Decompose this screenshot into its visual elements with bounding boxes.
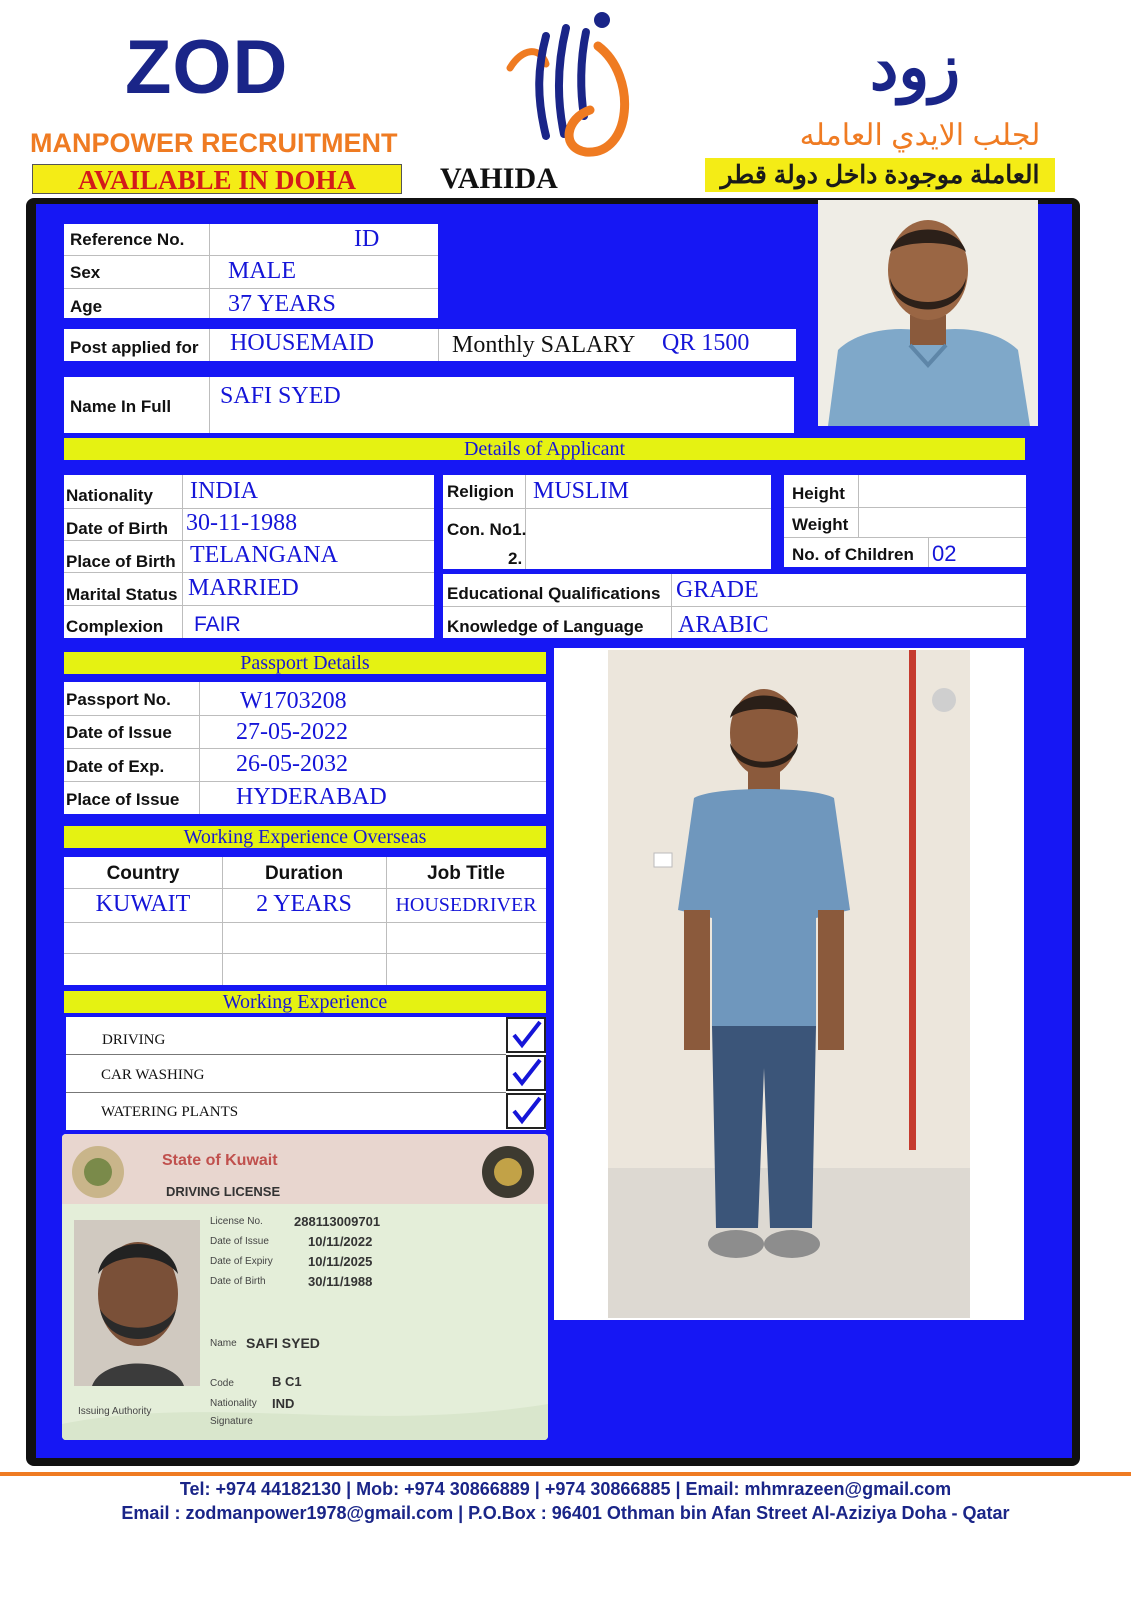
- arabic-subtitle: لجلب الايدي العامله: [799, 119, 1041, 152]
- language-label: Knowledge of Language: [447, 617, 644, 636]
- driving-license-image: [62, 1134, 548, 1440]
- weight-label: Weight: [792, 515, 849, 534]
- passport-issue-label: Date of Issue: [66, 723, 172, 742]
- license-name: SAFI SYED: [246, 1335, 320, 1351]
- license-birth-date: 30/11/1988: [308, 1274, 373, 1289]
- passport-exp-label: Date of Exp.: [66, 757, 165, 776]
- overseas-header-country: Country: [106, 863, 180, 884]
- reference-label: Reference No.: [70, 230, 185, 249]
- age-label: Age: [70, 297, 103, 316]
- children-label: No. of Children: [792, 545, 914, 564]
- experience-item: DRIVING: [102, 1032, 166, 1048]
- children-value: 02: [932, 541, 957, 566]
- license-expiry-date: 10/11/2025: [308, 1254, 373, 1269]
- overseas-duration-value: 2 YEARS: [256, 891, 352, 917]
- license-issue-date: 10/11/2022: [308, 1234, 373, 1249]
- footer-divider: [0, 1472, 1131, 1476]
- pob-value: TELANGANA: [190, 542, 338, 568]
- check-icon: [506, 1055, 546, 1091]
- complexion-value: FAIR: [194, 613, 241, 636]
- dob-value: 30-11-1988: [186, 510, 298, 536]
- overseas-country-value: KUWAIT: [95, 891, 191, 917]
- license-issue-label: Date of Issue: [210, 1236, 269, 1247]
- education-label: Educational Qualifications: [447, 584, 661, 603]
- arabic-availability: العاملة موجودة داخل دولة قطر: [705, 158, 1055, 192]
- overseas-header-job: Job Title: [427, 863, 505, 884]
- complexion-label: Complexion: [66, 617, 164, 636]
- applicant-portrait: [818, 200, 1038, 426]
- license-signature-label: Signature: [210, 1416, 253, 1427]
- height-label: Height: [792, 484, 845, 503]
- age-value: 37 YEARS: [228, 291, 336, 317]
- brand-name: ZOD: [125, 25, 289, 110]
- vahida-logo-icon: [500, 6, 640, 166]
- sex-value: MALE: [228, 258, 296, 284]
- footer-address: Email : zodmanpower1978@gmail.com | P.O.Box : 96401 Othman bin Afan Street Al-Aziziya Doha - Qatar: [121, 1503, 1010, 1523]
- applicant-full-photo: [554, 648, 1024, 1320]
- license-no-label: License No.: [210, 1216, 263, 1227]
- reference-value: ID: [354, 226, 380, 252]
- pob-label: Place of Birth: [66, 552, 176, 571]
- brand-subtitle: MANPOWER RECRUITMENT: [30, 128, 398, 158]
- license-code-label: Code: [210, 1378, 234, 1389]
- nationality-label: Nationality: [66, 486, 153, 505]
- license-issuing-authority: Issuing Authority: [78, 1406, 152, 1417]
- name-label: Name In Full: [70, 397, 172, 416]
- name-value: SAFI SYED: [220, 383, 341, 409]
- name-row: [64, 377, 794, 433]
- experience-heading: Working Experience: [64, 991, 546, 1013]
- license-birth-label: Date of Birth: [210, 1276, 266, 1287]
- salary-label: Monthly SALARY: [452, 332, 636, 358]
- footer-contact: Tel: +974 44182130 | Mob: +974 30866889 | +974 30866885 | Email: mhmrazeen@gmail.com: [179, 1479, 952, 1499]
- post-label: Post applied for: [70, 338, 199, 357]
- passport-no-value: W1703208: [240, 688, 347, 714]
- license-name-label: Name: [210, 1338, 237, 1349]
- license-nationality-label: Nationality: [210, 1398, 257, 1409]
- dob-label: Date of Birth: [66, 519, 168, 538]
- religion-label: Religion: [447, 482, 515, 501]
- check-icon: [506, 1093, 546, 1129]
- contact1-label: Con. No1.: [447, 520, 527, 539]
- overseas-header-duration: Duration: [264, 863, 344, 884]
- language-value: ARABIC: [678, 612, 769, 638]
- education-value: GRADE: [676, 577, 759, 603]
- logo-text: VAHIDA: [440, 162, 558, 195]
- nationality-value: INDIA: [190, 478, 258, 504]
- contact2-label: 2.: [508, 549, 523, 568]
- passport-no-label: Passport No.: [66, 690, 171, 709]
- passport-heading: Passport Details: [64, 652, 546, 674]
- passport-exp-value: 26-05-2032: [236, 751, 348, 777]
- overseas-job-value: HOUSEDRIVER: [395, 894, 537, 916]
- religion-value: MUSLIM: [533, 478, 630, 504]
- post-value: HOUSEMAID: [230, 330, 374, 356]
- experience-item: WATERING PLANTS: [101, 1104, 239, 1120]
- license-state: State of Kuwait: [162, 1152, 278, 1169]
- license-type: DRIVING LICENSE: [166, 1184, 281, 1199]
- salary-value: QR 1500: [662, 330, 750, 356]
- experience-item: CAR WASHING: [101, 1067, 205, 1083]
- check-icon: [506, 1017, 546, 1053]
- license-no: 288113009701: [294, 1214, 381, 1229]
- availability-banner: AVAILABLE IN DOHA: [32, 164, 402, 194]
- passport-place-label: Place of Issue: [66, 790, 180, 809]
- sex-label: Sex: [70, 263, 101, 282]
- marital-label: Marital Status: [66, 585, 178, 604]
- overseas-heading: Working Experience Overseas: [64, 826, 546, 848]
- passport-place-value: HYDERABAD: [236, 784, 387, 810]
- license-nationality: IND: [272, 1396, 295, 1411]
- license-expiry-label: Date of Expiry: [210, 1256, 273, 1267]
- arabic-brand: زود: [869, 31, 961, 103]
- marital-value: MARRIED: [188, 575, 299, 601]
- details-heading: Details of Applicant: [64, 438, 1025, 460]
- license-code: B C1: [272, 1374, 302, 1389]
- passport-issue-value: 27-05-2022: [236, 719, 348, 745]
